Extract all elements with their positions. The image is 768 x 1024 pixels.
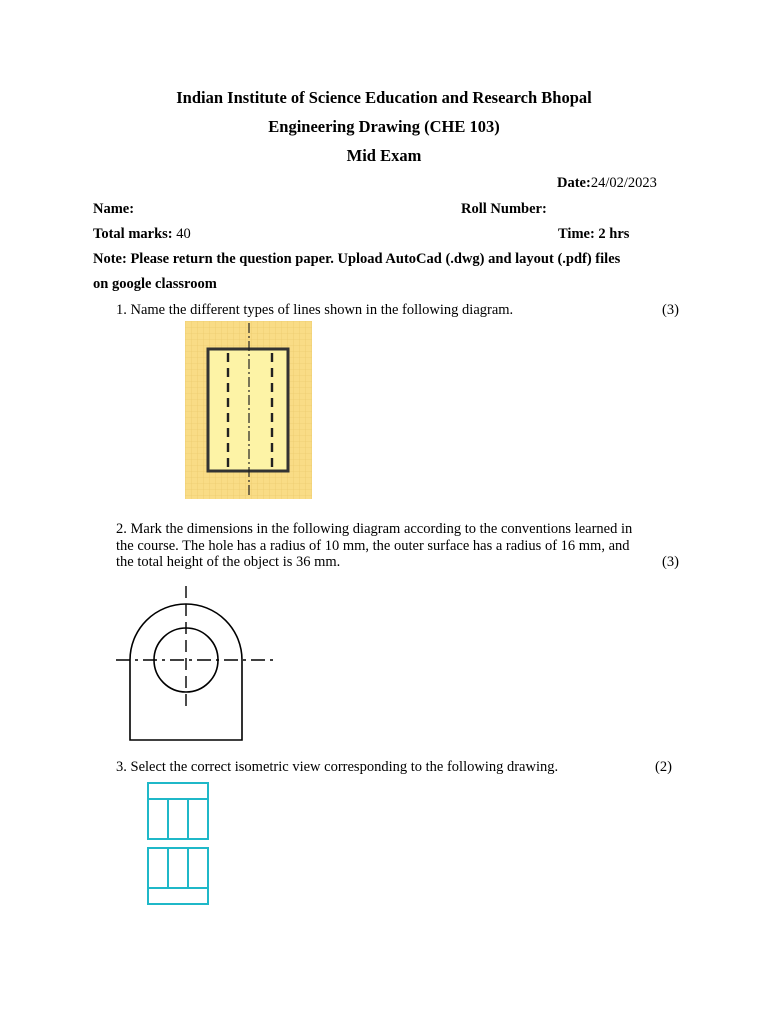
front-view xyxy=(148,848,208,904)
name-label: Name: xyxy=(93,201,135,217)
bracket-diagram xyxy=(110,582,282,744)
total-marks-value: 40 xyxy=(172,226,191,242)
date-label: Date: xyxy=(557,175,591,191)
course-title: Engineering Drawing (CHE 103) xyxy=(268,117,500,136)
note-line-1: Note: Please return the question paper. Upload AutoCad (.dwg) and layout (.pdf) files xyxy=(93,251,621,267)
top-view xyxy=(148,783,208,839)
inner-fill xyxy=(208,349,288,471)
question-3-text: 3. Select the correct isometric view corresponding to the following drawing. xyxy=(116,759,559,775)
question-1-marks: (3) xyxy=(662,302,679,318)
note-line-2: on google classroom xyxy=(93,276,217,292)
question-2-text xyxy=(116,521,682,571)
total-marks-label: Total marks: xyxy=(93,226,173,242)
institute-title: Indian Institute of Science Education and Research Bhopal xyxy=(176,88,592,107)
question-2-line-3: the total height of the object is 36 mm. xyxy=(116,554,341,570)
question-2-marks: (3) xyxy=(662,554,679,570)
orthographic-drawing xyxy=(145,781,211,908)
line-types-diagram xyxy=(185,321,312,499)
question-2-line-2: the course. The hole has a radius of 10 mm, the outer surface has a radius of 16 mm, and xyxy=(116,537,630,554)
total-marks xyxy=(93,226,191,243)
question-3-marks: (2) xyxy=(655,759,672,775)
time-label: Time: 2 hrs xyxy=(558,226,630,242)
exam-title: Mid Exam xyxy=(346,146,422,165)
date-value: 24/02/2023 xyxy=(590,175,657,191)
question-2-line-1: 2. Mark the dimensions in the following diagram according to the conventions learned in xyxy=(116,521,633,537)
roll-number-label: Roll Number: xyxy=(461,201,547,217)
question-1-text: 1. Name the different types of lines shown in the following diagram. xyxy=(116,302,514,318)
date-line xyxy=(557,175,657,192)
